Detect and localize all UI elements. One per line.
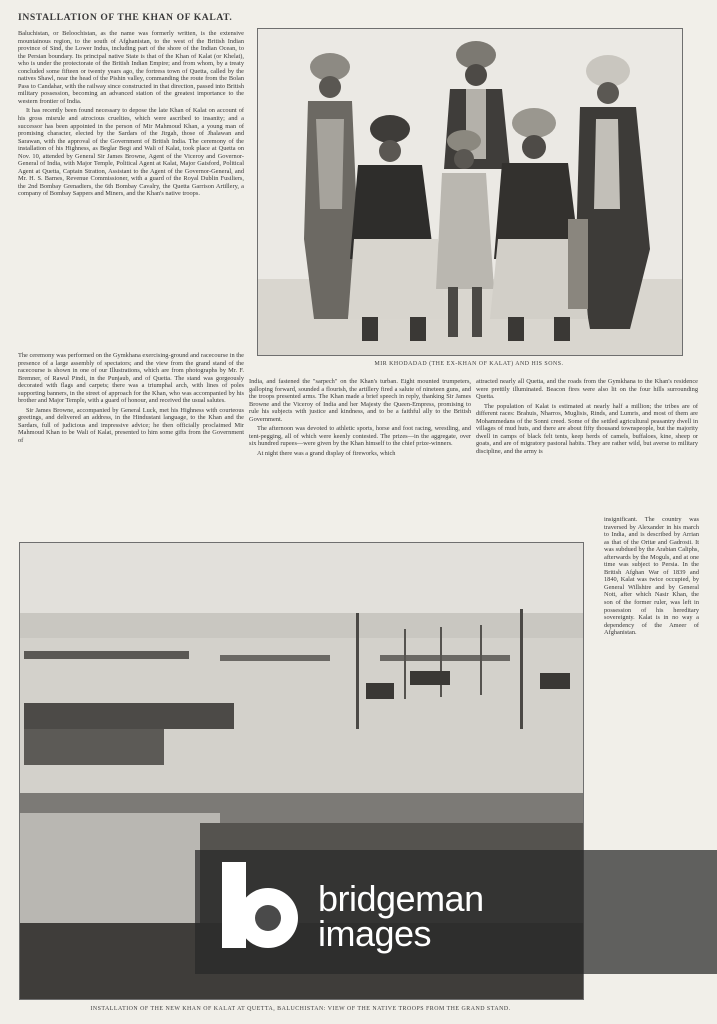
paragraph: Sir James Browne, accompanied by General Luck, met his Highness with courteous greetings, and delivered an address, in the Hindustani language, to the Khan and the Sardars, full of judicious and impressive advice; he then officially proclaimed Mir Mahmoud Khan to be Wali of Kalat, presented to him some gifts from the Government of	[18, 406, 244, 445]
paragraph: attracted nearly all Quetta, and the roads from the Gymkhana to the Khan's residence were prettily illuminated. Beacon fires were also lit on the four hills surrounding Quetta.	[476, 378, 698, 401]
paragraph: It has recently been found necessary to depose the late Khan of Kalat on account of his gross misrule and atrocious cruelties, which were ascribed to insanity; and a successor has been appointed in the person of Mir Mahmoud Khan, a young man of promising character, elected by the Sardars of the Jirgah, those of Jhalawan and Sarawan, with the approval of the Government of British India. The ceremony of the installation of his Highness, as Beglar Begi and Wali of Kalat, took place at Quetta on Nov. 10, attended by General Sir James Browne, Agent of the Viceroy and Governor-General of India, with Major Temple, Political Agent at Kalat, Major Gaisford, Political Agent at Quetta, Captain Stratton, Assistant to the Agent of the Governor-General, and Mr. H. S. Barnes, Revenue Commissioner, with a guard of the Royal Dublin Fusiliers, the 2nd Bombay Grenadiers, the 6th Bombay Cavalry, the Quetta Garrison Artillery, a company of Bombay Sappers and Miners, and the Khan's native troops.	[18, 107, 244, 198]
paragraph: The ceremony was performed on the Gymkhana exercising-ground and racecourse in the presence of a large assembly of spectators; and the view from the grand stand of the racecourse is shown in one of our Illustrations, which are from photographs by Mr. F. Bremner, of Rawul Pindi, in the Punjaub, and of Quetta. The stand was gorgeously decorated with flags and carpets; there was a triumphal arch, with lines of poles supporting banners, in the street of approach for the Khan, who was accompanied by his brother and Major Temple, with a guard of honour, and received the usual salutes.	[18, 352, 244, 405]
article-column-3-narrow	[604, 516, 699, 639]
article-column-1-lower	[18, 352, 244, 447]
article-title: INSTALLATION OF THE KHAN OF KALAT.	[18, 12, 233, 23]
paragraph: India, and fastened the "sarpech" on the Khan's turban. Eight mounted trumpeters, galloping forward, sounded a flourish, the artillery fired a salute of nineteen guns, and the troops presented arms. The Khan made a brief speech in reply, thanking Sir James Browne and the Viceroy of India and her Majesty the Queen-Empress, promising to rule his subjects with justice and kindness, and to be a faithful ally to the British Government.	[249, 378, 471, 423]
portrait-photo	[257, 28, 683, 356]
watermark-text-images: images	[318, 913, 432, 954]
paragraph: The population of Kalat is estimated at nearly half a million; the tribes are of different races: Brahuis, Nharros, Muglisis, Rinds, and Lumris, and most of them are Mohammedans of the Sonni creed. Some of the settled agricultural peasantry dwell in villages of mud huts, and there are about fifty thousand townspeople, but the majority dwell in camps of black felt tents, keep herds of camels, buffaloes, kine, sheep or goats, and are of migratory pastoral habits. They are rather wild, but averse to military discipline, and the army is	[476, 402, 698, 455]
article-column-2	[249, 378, 471, 459]
article-column-3	[476, 378, 698, 457]
watermark-text-bridgeman: bridgeman	[318, 878, 484, 919]
portrait-photo-caption: MIR KHODADAD (THE EX-KHAN OF KALAT) AND HIS SONS.	[374, 361, 564, 367]
troops-photo-caption: INSTALLATION OF THE NEW KHAN OF KALAT AT QUETTA, BALUCHISTAN: VIEW OF THE NATIVE TROOPS FROM THE GRAND STAND.	[90, 1006, 511, 1012]
bridgeman-b-logo-icon	[222, 862, 300, 948]
portrait-photo-figures	[258, 29, 682, 355]
paragraph: At night there was a grand display of fireworks, which	[257, 449, 396, 457]
paragraph: The afternoon was devoted to athletic sports, horse and foot racing, wrestling, and tent-pegging, all of which were keenly contested. The prizes—in the aggregate, over six hundred rupees—were given by the Khan himself to the chief prize-winners.	[249, 425, 471, 448]
paragraph: Baluchistan, or Beloochistan, as the name was formerly written, is the extensive mountainous region, to the south of Afghanistan, to the west of the British Indian province of Sind, the Lower Indus, including part of the shore of the Indian Ocean, to the Persian boundary. Its principal native State is that of the Khan of Kalat (or Khelat), who is under the protectorate of the British Indian Empire; and from whom, by a treaty concluded some fifteen or twenty years ago, the fortress town of Quetta, called by the natives Shawl, near the head of the Pishin valley, commanding the route from the Bolan Pass to Candahar, with the railway since constructed in that direction, passed into British military possession, becoming an advanced station of the greatest importance to the western frontier of India.	[18, 30, 244, 105]
article-column-1	[18, 30, 244, 200]
paragraph: insignificant. The country was traversed by Alexander in his march to India, and is described by Arrian as that of the Oritæ and Gadrosii. It was subdued by the Arabian Caliphs, afterwards by the Moguls, and at one time was subject to Persia. In the British Afghan War of 1839 and 1840, Kalat was twice occupied, by General Willshire and by General Nott, after which Nasir Khan, the son of the former ruler, was left in possession of his hereditary sovereignty. Kalat is in no way a dependency of the Ameer of Afghanistan.	[604, 516, 699, 637]
